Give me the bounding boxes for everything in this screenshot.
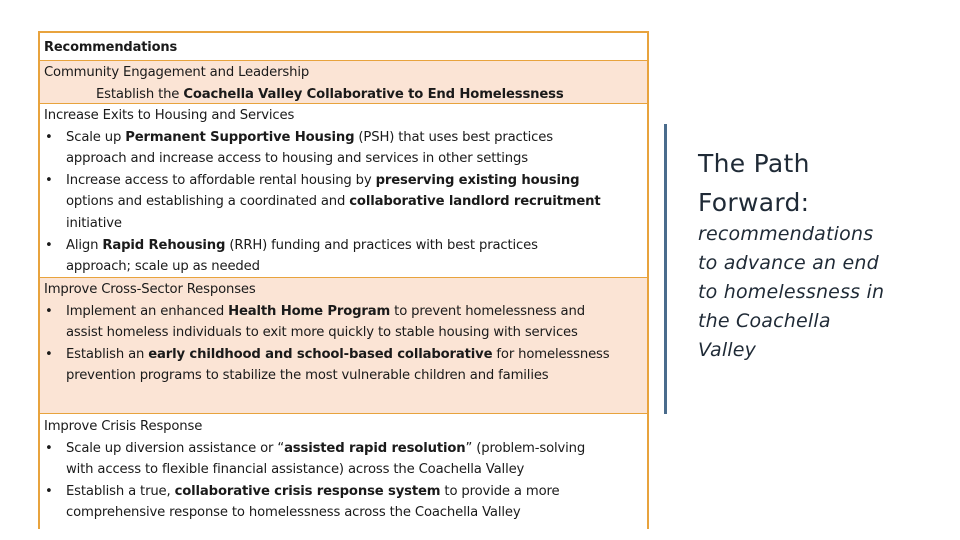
bullet-icon: • — [45, 303, 53, 319]
bullet-text: to provide a more — [440, 483, 560, 499]
bullet-emphasis: assisted rapid resolution — [284, 440, 466, 456]
section-content — [44, 279, 643, 387]
bullet-icon: • — [45, 129, 53, 145]
side-subtitle-line: to homelessness in — [698, 281, 885, 303]
section-crisis-response — [40, 414, 647, 529]
bullet-item — [44, 127, 643, 149]
bullet-text: prevention programs to stabilize the most vulnerable children and families — [66, 368, 549, 384]
side-subtitle-line: the Coachella — [698, 310, 831, 332]
bullet-text: (PSH) that uses best practices — [354, 129, 553, 145]
bullet-continuation — [44, 148, 643, 170]
section-community-engagement — [40, 61, 647, 104]
section-exits-to-housing — [40, 104, 647, 278]
section-title: Improve Crisis Response — [44, 419, 203, 434]
bullet-text: Scale up diversion assistance or “ — [66, 440, 285, 456]
bullet-emphasis: Rapid Rehousing — [102, 237, 226, 253]
bullet-item — [44, 301, 643, 323]
bullet-icon: • — [45, 237, 53, 253]
bullet-text: Scale up — [66, 129, 126, 145]
bullet-text: initiative — [66, 215, 122, 231]
table-header-row — [40, 33, 647, 61]
bullet-icon: • — [45, 172, 53, 188]
bullet-continuation — [44, 213, 643, 235]
bullet-text: Implement an enhanced — [66, 303, 229, 319]
bullet-emphasis: Health Home Program — [228, 303, 391, 319]
bullet-item — [44, 170, 643, 192]
bullet-continuation — [44, 322, 643, 344]
table-header: Recommendations — [44, 40, 178, 55]
bullet-emphasis: collaborative landlord recruitment — [349, 194, 601, 210]
bullet-text: Establish a true, — [66, 483, 175, 499]
bullet-text: for homelessness — [492, 346, 610, 362]
bullet-item — [44, 438, 643, 460]
bullet-continuation — [44, 365, 643, 387]
side-title-line: Forward: — [698, 188, 810, 217]
section-title: Community Engagement and Leadership — [44, 65, 310, 80]
bullet-text: approach and increase access to housing and services in other settings — [66, 151, 528, 167]
side-title — [698, 144, 810, 222]
bullet-text: assist homeless individuals to exit more quickly to stable housing with services — [66, 325, 578, 341]
recommendation-emphasis: Coachella Valley Collaborative to End Homelessness — [183, 86, 564, 102]
bullet-item — [44, 344, 643, 366]
section-title: Improve Cross-Sector Responses — [44, 282, 256, 297]
vertical-divider — [664, 124, 667, 414]
bullet-icon: • — [45, 440, 53, 456]
section-title: Increase Exits to Housing and Services — [44, 108, 295, 123]
bullet-continuation — [44, 459, 643, 481]
section-cross-sector — [40, 278, 647, 414]
bullet-continuation — [44, 191, 643, 213]
recommendation-line — [44, 84, 643, 104]
bullet-text: to prevent homelessness and — [390, 303, 585, 319]
bullet-emphasis: collaborative crisis response system — [174, 483, 441, 499]
bullet-continuation — [44, 256, 643, 278]
bullet-text: Align — [66, 237, 103, 253]
side-subtitle-line: to advance an end — [698, 252, 879, 274]
bullet-text: approach; scale up as needed — [66, 259, 260, 275]
side-subtitle-line: recommendations — [698, 223, 874, 245]
bullet-text: (RRH) funding and practices with best practices — [225, 237, 538, 253]
bullet-emphasis: preserving existing housing — [375, 172, 580, 188]
bullet-text: Establish an — [66, 346, 149, 362]
bullet-text: Increase access to affordable rental housing by — [66, 172, 376, 188]
bullet-continuation — [44, 502, 643, 524]
bullet-icon: • — [45, 346, 53, 362]
recommendation-text: Establish the — [96, 86, 184, 102]
bullet-emphasis: Permanent Supportive Housing — [125, 129, 355, 145]
section-content — [44, 416, 643, 524]
bullet-text: options and establishing a coordinated and — [66, 194, 350, 210]
bullet-item — [44, 481, 643, 503]
bullet-emphasis: early childhood and school-based collaborative — [148, 346, 493, 362]
side-subtitle — [698, 220, 884, 365]
bullet-icon: • — [45, 483, 53, 499]
bullet-text: comprehensive response to homelessness across the Coachella Valley — [66, 505, 521, 521]
section-content — [44, 62, 643, 104]
side-subtitle-line: Valley — [698, 339, 757, 361]
section-content — [44, 105, 643, 278]
recommendations-table — [38, 31, 649, 529]
side-title-line: The Path — [698, 149, 810, 178]
bullet-item — [44, 235, 643, 257]
bullet-text: ” (problem-solving — [465, 440, 586, 456]
bullet-text: with access to flexible financial assistance) across the Coachella Valley — [66, 462, 525, 478]
